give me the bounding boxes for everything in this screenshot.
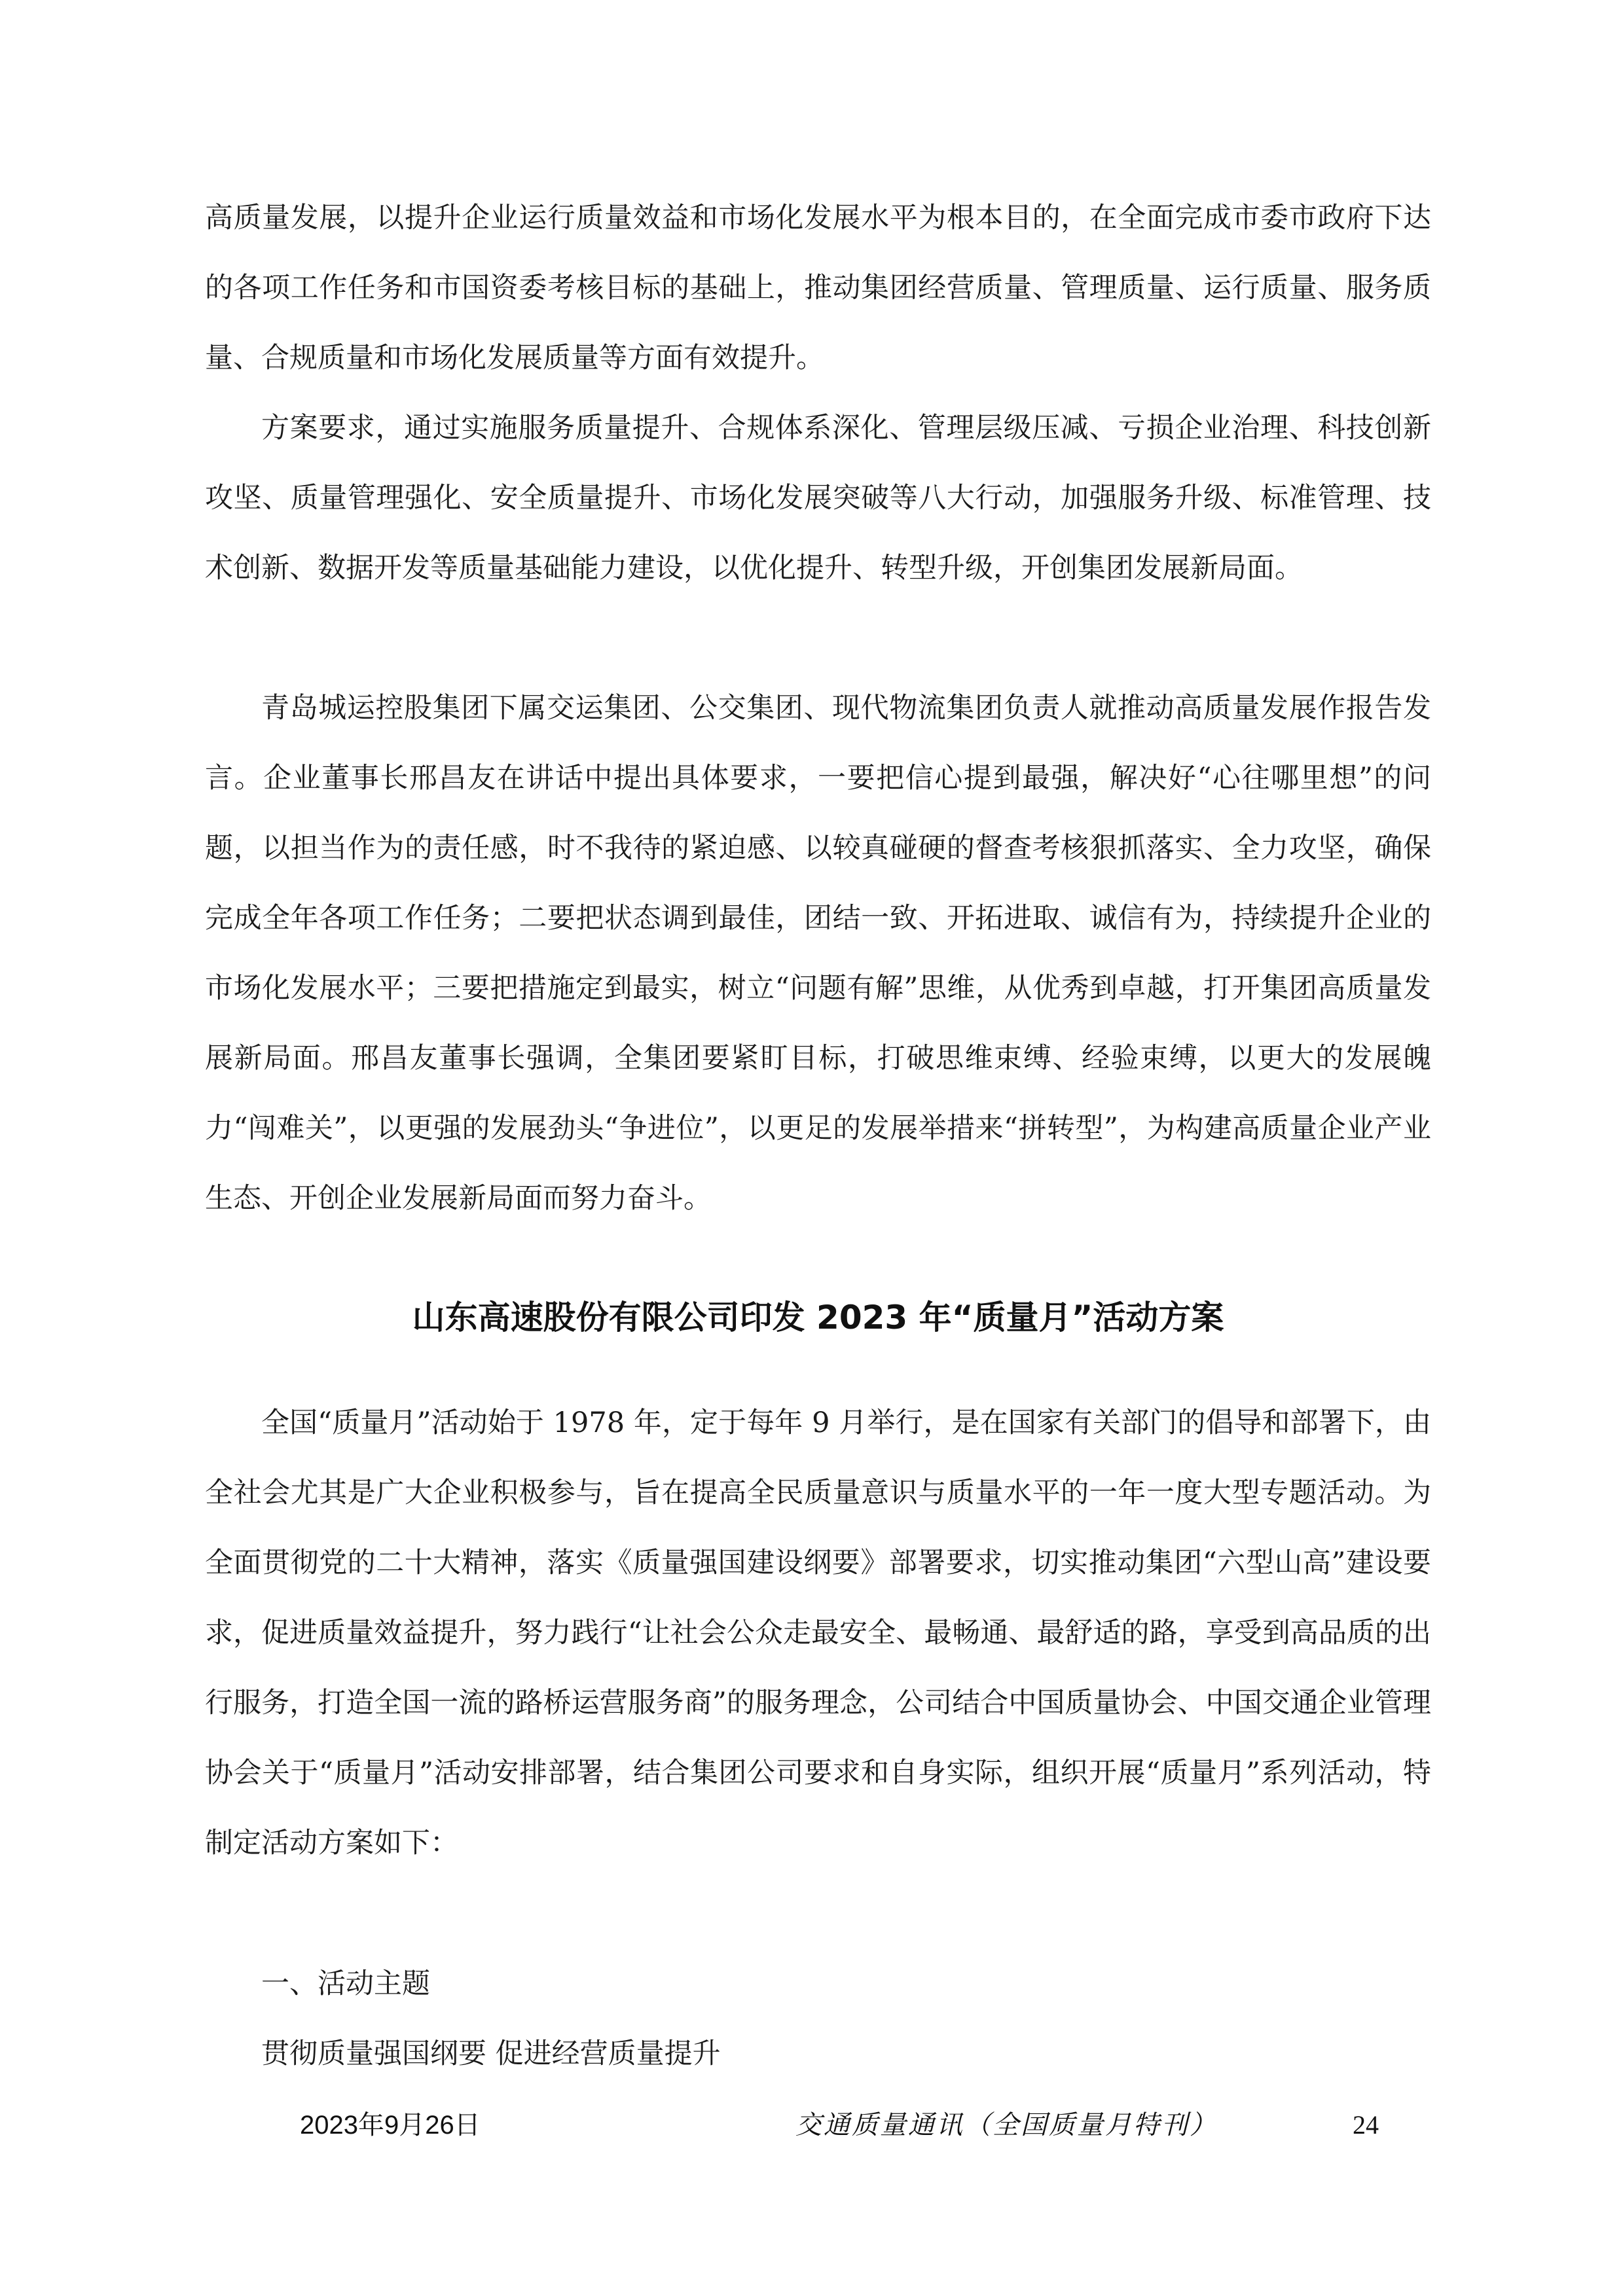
footer-date: 2023年9月26日 xyxy=(300,2111,481,2140)
paragraph-plan-requirements: 方案要求，通过实施服务质量提升、合规体系深化、管理层级压减、亏损企业治理、科技创新攻坚、质量管理强化、安全质量提升、市场化发展突破等八大行动，加强服务升级、标准管理、技术创新、数据开发等质量基础能力建设，以优化提升、转型升级，开创集团发展新局面。 xyxy=(205,412,1431,584)
paragraph-continued: 高质量发展，以提升企业运行质量效益和市场化发展水平为根本目的，在全面完成市委市政府下达的各项工作任务和市国资委考核目标的基础上，推动集团经营质量、管理质量、运行质量、服务质量、合规质量和市场化发展质量等方面有效提升。 xyxy=(205,202,1431,374)
article-title: 山东高速股份有限公司印发 2023 年“质量月”活动方案 xyxy=(412,1299,1224,1336)
theme-text: 贯彻质量强国纲要 促进经营质量提升 xyxy=(261,2037,721,2070)
page-number: 24 xyxy=(1353,2110,1379,2140)
footer-publication-title: 交通质量通讯（全国质量月特刊） xyxy=(795,2110,1218,2140)
paragraph-qingdao-report: 青岛城运控股集团下属交运集团、公交集团、现代物流集团负责人就推动高质量发展作报告发言。企业董事长邢昌友在讲话中提出具体要求，一要把信心提到最强，解决好“心往哪里想”的问题，以担当作为的责任感，时不我待的紧迫感、以较真碰硬的督查考核狠抓落实、全力攻坚，确保完成全年各项工作任务；二要把状态调到最佳，团结一致、开拓进取、诚信有为，持续提升企业的市场化发展水平；三要把措施定到最实，树立“问题有解”思维，从优秀到卓越，打开集团高质量发展新局面。邢昌友董事长强调，全集团要紧盯目标，打破思维束缚、经验束缚，以更大的发展魄力“闯难关”，以更强的发展劲头“争进位”，以更足的发展举措来“拼转型”，为构建高质量企业产业生态、开创企业发展新局面而努力奋斗。 xyxy=(205,692,1431,1215)
section-heading-theme: 一、活动主题 xyxy=(261,1967,430,2000)
paragraph-quality-month-intro: 全国“质量月”活动始于 1978 年，定于每年 9 月举行，是在国家有关部门的倡导和部署下，由全社会尤其是广大企业积极参与，旨在提高全民质量意识与质量水平的一年一度大型专题活动。为全面贯彻党的二十大精神，落实《质量强国建设纲要》部署要求，切实推动集团“六型山高”建设要求，促进质量效益提升，努力践行“让社会公众走最安全、最畅通、最舒适的路，享受到高品质的出行服务，打造全国一流的路桥运营服务商”的服务理念，公司结合中国质量协会、中国交通企业管理协会关于“质量月”活动安排部署，结合集团公司要求和自身实际，组织开展“质量月”系列活动，特制定活动方案如下： xyxy=(205,1407,1431,1859)
